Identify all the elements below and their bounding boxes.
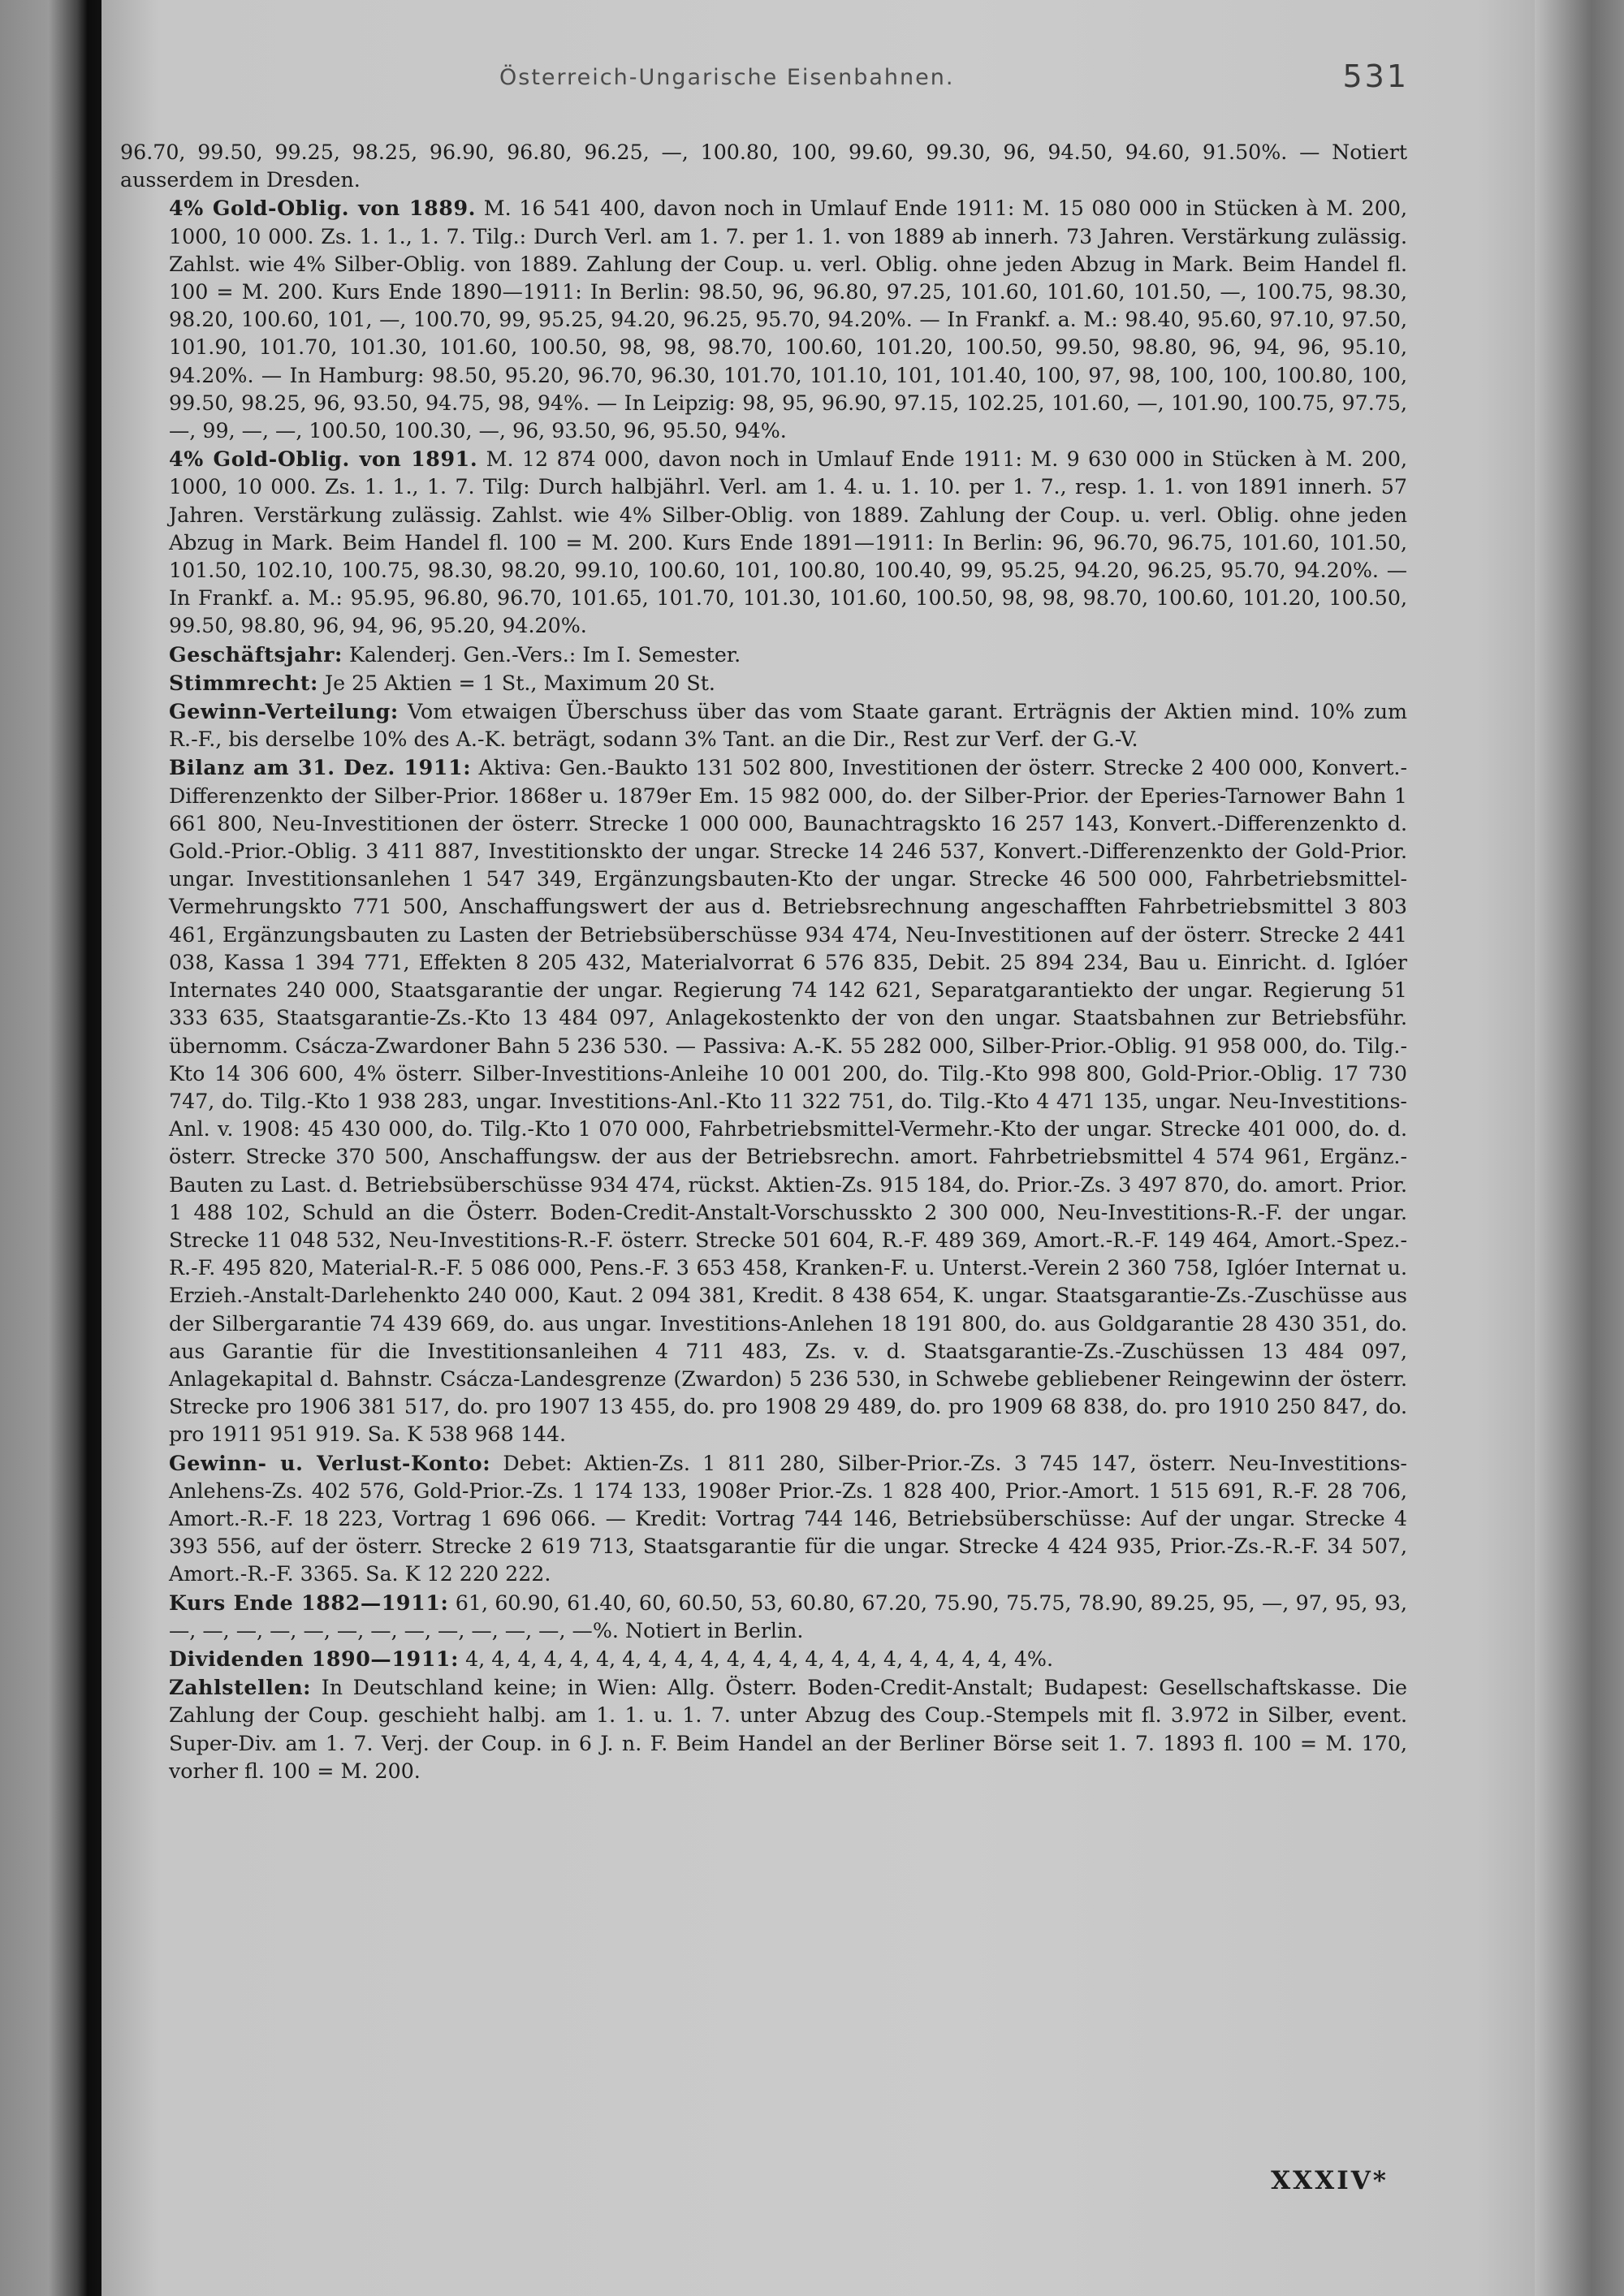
- paragraph-dividenden: Dividenden 1890—1911: 4, 4, 4, 4, 4, 4, 4, 4, 4, 4, 4, 4, 4, 4, 4, 4, 4, 4, 4, 4, 4, 4%.: [169, 1646, 1053, 1671]
- body-text: [120, 138, 1407, 1785]
- running-header: [402, 54, 1409, 102]
- paragraph-lead: Gewinn- u. Verlust-Konto:: [169, 1450, 491, 1475]
- paragraph-lead: Kurs Ende 1882—1911:: [169, 1590, 449, 1615]
- paragraph-gewinn-verlust: Gewinn- u. Verlust-Konto: Debet: Aktien-Zs. 1 811 280, Silber-Prior.-Zs. 3 745 147, österr. Neu-Investitions-Anlehens-Zs. 402 576, Gold-Prior.-Zs. 1 174 133, 1908er Prior.-Zs. 1 828 400, Prior.-Amort. 1 515 691, R.-F. 28 706, Amort.-R.-F. 18 223, Vortrag 1 696 066. — Kredit: Vortrag 744 146, Betriebsüberschüsse: Auf der ungar. Strecke 4 393 556, auf der österr. Strecke 2 619 713, Staatsgarantie für die ungar. Strecke 4 424 935, Prior.-Zs.-R.-F. 34 507, Amort.-R.-F. 3365. Sa. K 12 220 222.: [169, 1450, 1407, 1586]
- paragraph-gold-oblig-1889: 4% Gold-Oblig. von 1889. M. 16 541 400, davon noch in Umlauf Ende 1911: M. 15 080 000 in Stücken à M. 200, 1000, 10 000. Zs. 1. 1., 1. 7. Tilg.: Durch Verl. am 1. 7. per 1. 1. von 1889 ab innerh. 73 Jahren. Verstärkung zulässig. Zahlst. wie 4% Silber-Oblig. von 1889. Zahlung der Coup. u. verl. Oblig. ohne jeden Abzug in Mark. Beim Handel fl. 100 = M. 200. Kurs Ende 1890—1911: In Berlin: 98.50, 96, 96.80, 97.25, 101.60, 101.60, 101.50, —, 100.75, 98.30, 98.20, 100.60, 101, —, 100.70, 99, 95.25, 94.20, 96.25, 95.70, 94.20%. — In Frankf. a. M.: 98.40, 95.60, 97.10, 97.50, 101.90, 101.70, 101.30, 101.60, 100.50, 98, 98, 98.70, 100.60, 101.20, 100.50, 99.50, 98.80, 96, 94, 96, 95.10, 94.20%. — In Hamburg: 98.50, 95.20, 96.70, 96.30, 101.70, 101.10, 101, 101.40, 100, 97, 98, 100, 100, 100.80, 100, 99.50, 98.25, 96, 93.50, 94.75, 98, 94%. — In Leipzig: 98, 95, 96.90, 97.15, 102.25, 101.60, —, 101.90, 100.75, 97.75, —, 99, —, —, 100.50, 100.30, —, 96, 93.50, 96, 95.50, 94%.: [169, 196, 1407, 443]
- paragraph-lead: Dividenden 1890—1911:: [169, 1646, 460, 1671]
- paragraph-lead: Geschäftsjahr:: [169, 641, 343, 667]
- book-gutter: [0, 0, 102, 2296]
- paragraph-lead: 4% Gold-Oblig. von 1891.: [169, 447, 478, 472]
- page-number: 531: [1342, 58, 1409, 94]
- paragraph-lead: Bilanz am 31. Dez. 1911:: [169, 755, 472, 780]
- signature-mark: XXXIV*: [1271, 2166, 1389, 2195]
- header-title: Österreich-Ungarische Eisenbahnen.: [499, 65, 955, 90]
- paragraph-stimmrecht: Stimmrecht: Je 25 Aktien = 1 St., Maximum 20 St.: [169, 670, 715, 695]
- paragraph-gewinn-verteilung: Gewinn-Verteilung: Vom etwaigen Überschuss über das vom Staate garant. Erträgnis der Aktien mind. 10% zum R.-F., bis derselbe 10% des A.-K. beträgt, sodann 3% Tant. an die Dir., Rest zur Verf. der G.-V.: [169, 699, 1407, 752]
- paragraph-geschaeftsjahr: Geschäftsjahr: Kalenderj. Gen.-Vers.: Im I. Semester.: [169, 641, 741, 667]
- paragraph-lead: Stimmrecht:: [169, 670, 318, 695]
- paragraph-kurse-continued: 96.70, 99.50, 99.25, 98.25, 96.90, 96.80, 96.25, —, 100.80, 100, 99.60, 99.30, 96, 94.50, 94.60, 91.50%. — Notiert ausserdem in Dresden.: [120, 140, 1407, 192]
- page-edge: [1535, 0, 1624, 2296]
- paragraph-lead: 4% Gold-Oblig. von 1889.: [169, 196, 477, 221]
- paragraph-gold-oblig-1891: 4% Gold-Oblig. von 1891. M. 12 874 000, davon noch in Umlauf Ende 1911: M. 9 630 000 in Stücken à M. 200, 1000, 10 000. Zs. 1. 1., 1. 7. Tilg: Durch halbjährl. Verl. am 1. 4. u. 1. 10. per 1. 7., resp. 1. 1. von 1891 innerh. 57 Jahren. Verstärkung zulässig. Zahlst. wie 4% Silber-Oblig. von 1889. Zahlung der Coup. u. verl. Oblig. ohne jeden Abzug in Mark. Beim Handel fl. 100 = M. 200. Kurs Ende 1891—1911: In Berlin: 96, 96.70, 96.75, 101.60, 101.50, 101.50, 102.10, 100.75, 98.30, 98.20, 99.10, 100.60, 101, 100.80, 100.40, 99, 95.25, 94.20, 96.25, 95.70, 94.20%. — In Frankf. a. M.: 95.95, 96.80, 96.70, 101.65, 101.70, 101.30, 101.60, 100.50, 98, 98, 98.70, 100.60, 101.20, 100.50, 99.50, 98.80, 96, 94, 96, 95.20, 94.20%.: [169, 447, 1407, 638]
- paragraph-lead: Zahlstellen:: [169, 1675, 312, 1700]
- paragraph-bilanz: Bilanz am 31. Dez. 1911: Aktiva: Gen.-Baukto 131 502 800, Investitionen der österr. Strecke 2 400 000, Konvert.-Differenzenkto der Silber-Prior. 1868er u. 1879er Em. 15 982 000, do. der Silber-Prior. der Eperies-Tarnower Bahn 1 661 800, Neu-Investitionen der österr. Strecke 1 000 000, Baunachtragskto 16 257 143, Konvert.-Differenzenkto d. Gold.-Prior.-Oblig. 3 411 887, Investitionskto der ungar. Strecke 14 246 537, Konvert.-Differenzenkto der Gold-Prior. ungar. Investitionsanlehen 1 547 349, Ergänzungsbauten-Kto der ungar. Strecke 46 500 000, Fahrbetriebsmittel-Vermehrungskto 771 500, Anschaffungswert der aus d. Betriebsrechnung angeschafften Fahrbetriebsmittel 3 803 461, Ergänzungsbauten zu Lasten der Betriebsüberschüsse 934 474, Neu-Investitionen auf der österr. Strecke 2 441 038, Kassa 1 394 771, Effekten 8 205 432, Materialvorrat 6 576 835, Debit. 25 894 234, Bau u. Einricht. d. Iglóer Internates 240 000, Staatsgarantie der ungar. Regierung 74 142 621, Separatgarantiekto der ungar. Regierung 51 333 635, Staatsgarantie-Zs.-Kto 13 484 097, Anlagekostenkto der von den ungar. Staatsbahnen zur Betriebsführ. übernomm. Csácza-Zwardoner Bahn 5 236 530. — Passiva: A.-K. 55 282 000, Silber-Prior.-Oblig. 91 958 000, do. Tilg.-Kto 14 306 600, 4% österr. Silber-Investitions-Anleihe 10 001 200, do. Tilg.-Kto 998 800, Gold-Prior.-Oblig. 17 730 747, do. Tilg.-Kto 1 938 283, ungar. Investitions-Anl.-Kto 11 322 751, do. Tilg.-Kto 4 471 135, ungar. Neu-Investitions-Anl. v. 1908: 45 430 000, do. Tilg.-Kto 1 070 000, Fahrbetriebsmittel-Vermehr.-Kto der ungar. Strecke 401 000, do. d. österr. Strecke 370 500, Anschaffungsw. der aus der Betriebsrechn. amort. Fahrbetriebsmittel 4 574 961, Ergänz.-Bauten zu Last. d. Betriebsüberschüsse 934 474, rückst. Aktien-Zs. 915 184, do. Prior.-Zs. 3 497 870, do. amort. Prior. 1 488 102, Schuld an die Österr. Boden-Credit-Anstalt-Vorschusskto 2 300 000, Neu-Investitions-R.-F. der ungar. Strecke 11 048 532, Neu-Investitions-R.-F. österr. Strecke 501 604, R.-F. 489 369, Amort.-R.-F. 149 464, Amort.-Spez.-R.-F. 495 820, Material-R.-F. 5 086 000, Pens.-F. 3 653 458, Kranken-F. u. Unterst.-Verein 2 360 758, Iglóer Internat u. Erzieh.-Anstalt-Darlehenkto 240 000, Kaut. 2 094 381, Kredit. 8 438 654, K. ungar. Staatsgarantie-Zs.-Zuschüsse aus der Silbergarantie 74 439 669, do. aus ungar. Investitions-Anlehen 18 191 800, do. aus Goldgarantie 28 430 351, do. aus Garantie für die Investitionsanleihen 4 711 483, Zs. v. d. Staatsgarantie-Zs.-Zuschüssen 13 484 097, Anlagekapital d. Bahnstr. Csácza-Landesgrenze (Zwardon) 5 236 530, in Schwebe gebliebener Reingewinn der österr. Strecke pro 1906 381 517, do. pro 1907 13 455, do. pro 1908 29 489, do. pro 1909 68 838, do. pro 1910 250 847, do. pro 1911 951 919. Sa. K 538 968 144.: [169, 755, 1407, 1447]
- paragraph-kurs-ende: Kurs Ende 1882—1911: 61, 60.90, 61.40, 60, 60.50, 53, 60.80, 67.20, 75.90, 75.75, 78.90, 89.25, 95, —, 97, 95, 93, —, —, —, —, —, —, —, —, —, —, —, —, —%. Notiert in Berlin.: [169, 1590, 1407, 1642]
- paragraph-lead: Gewinn-Verteilung:: [169, 699, 399, 724]
- paragraph-zahlstellen: Zahlstellen: In Deutschland keine; in Wien: Allg. Österr. Boden-Credit-Anstalt; Budapest: Gesellschaftskasse. Die Zahlung der Coup. geschieht halbj. am 1. 1. u. 1. 7. unter Abzug des Coup.-Stempels mit fl. 3.972 in Silber, event. Super-Div. am 1. 7. Verj. der Coup. in 6 J. n. F. Beim Handel an der Berliner Börse seit 1. 7. 1893 fl. 100 = M. 170, vorher fl. 100 = M. 200.: [169, 1675, 1407, 1783]
